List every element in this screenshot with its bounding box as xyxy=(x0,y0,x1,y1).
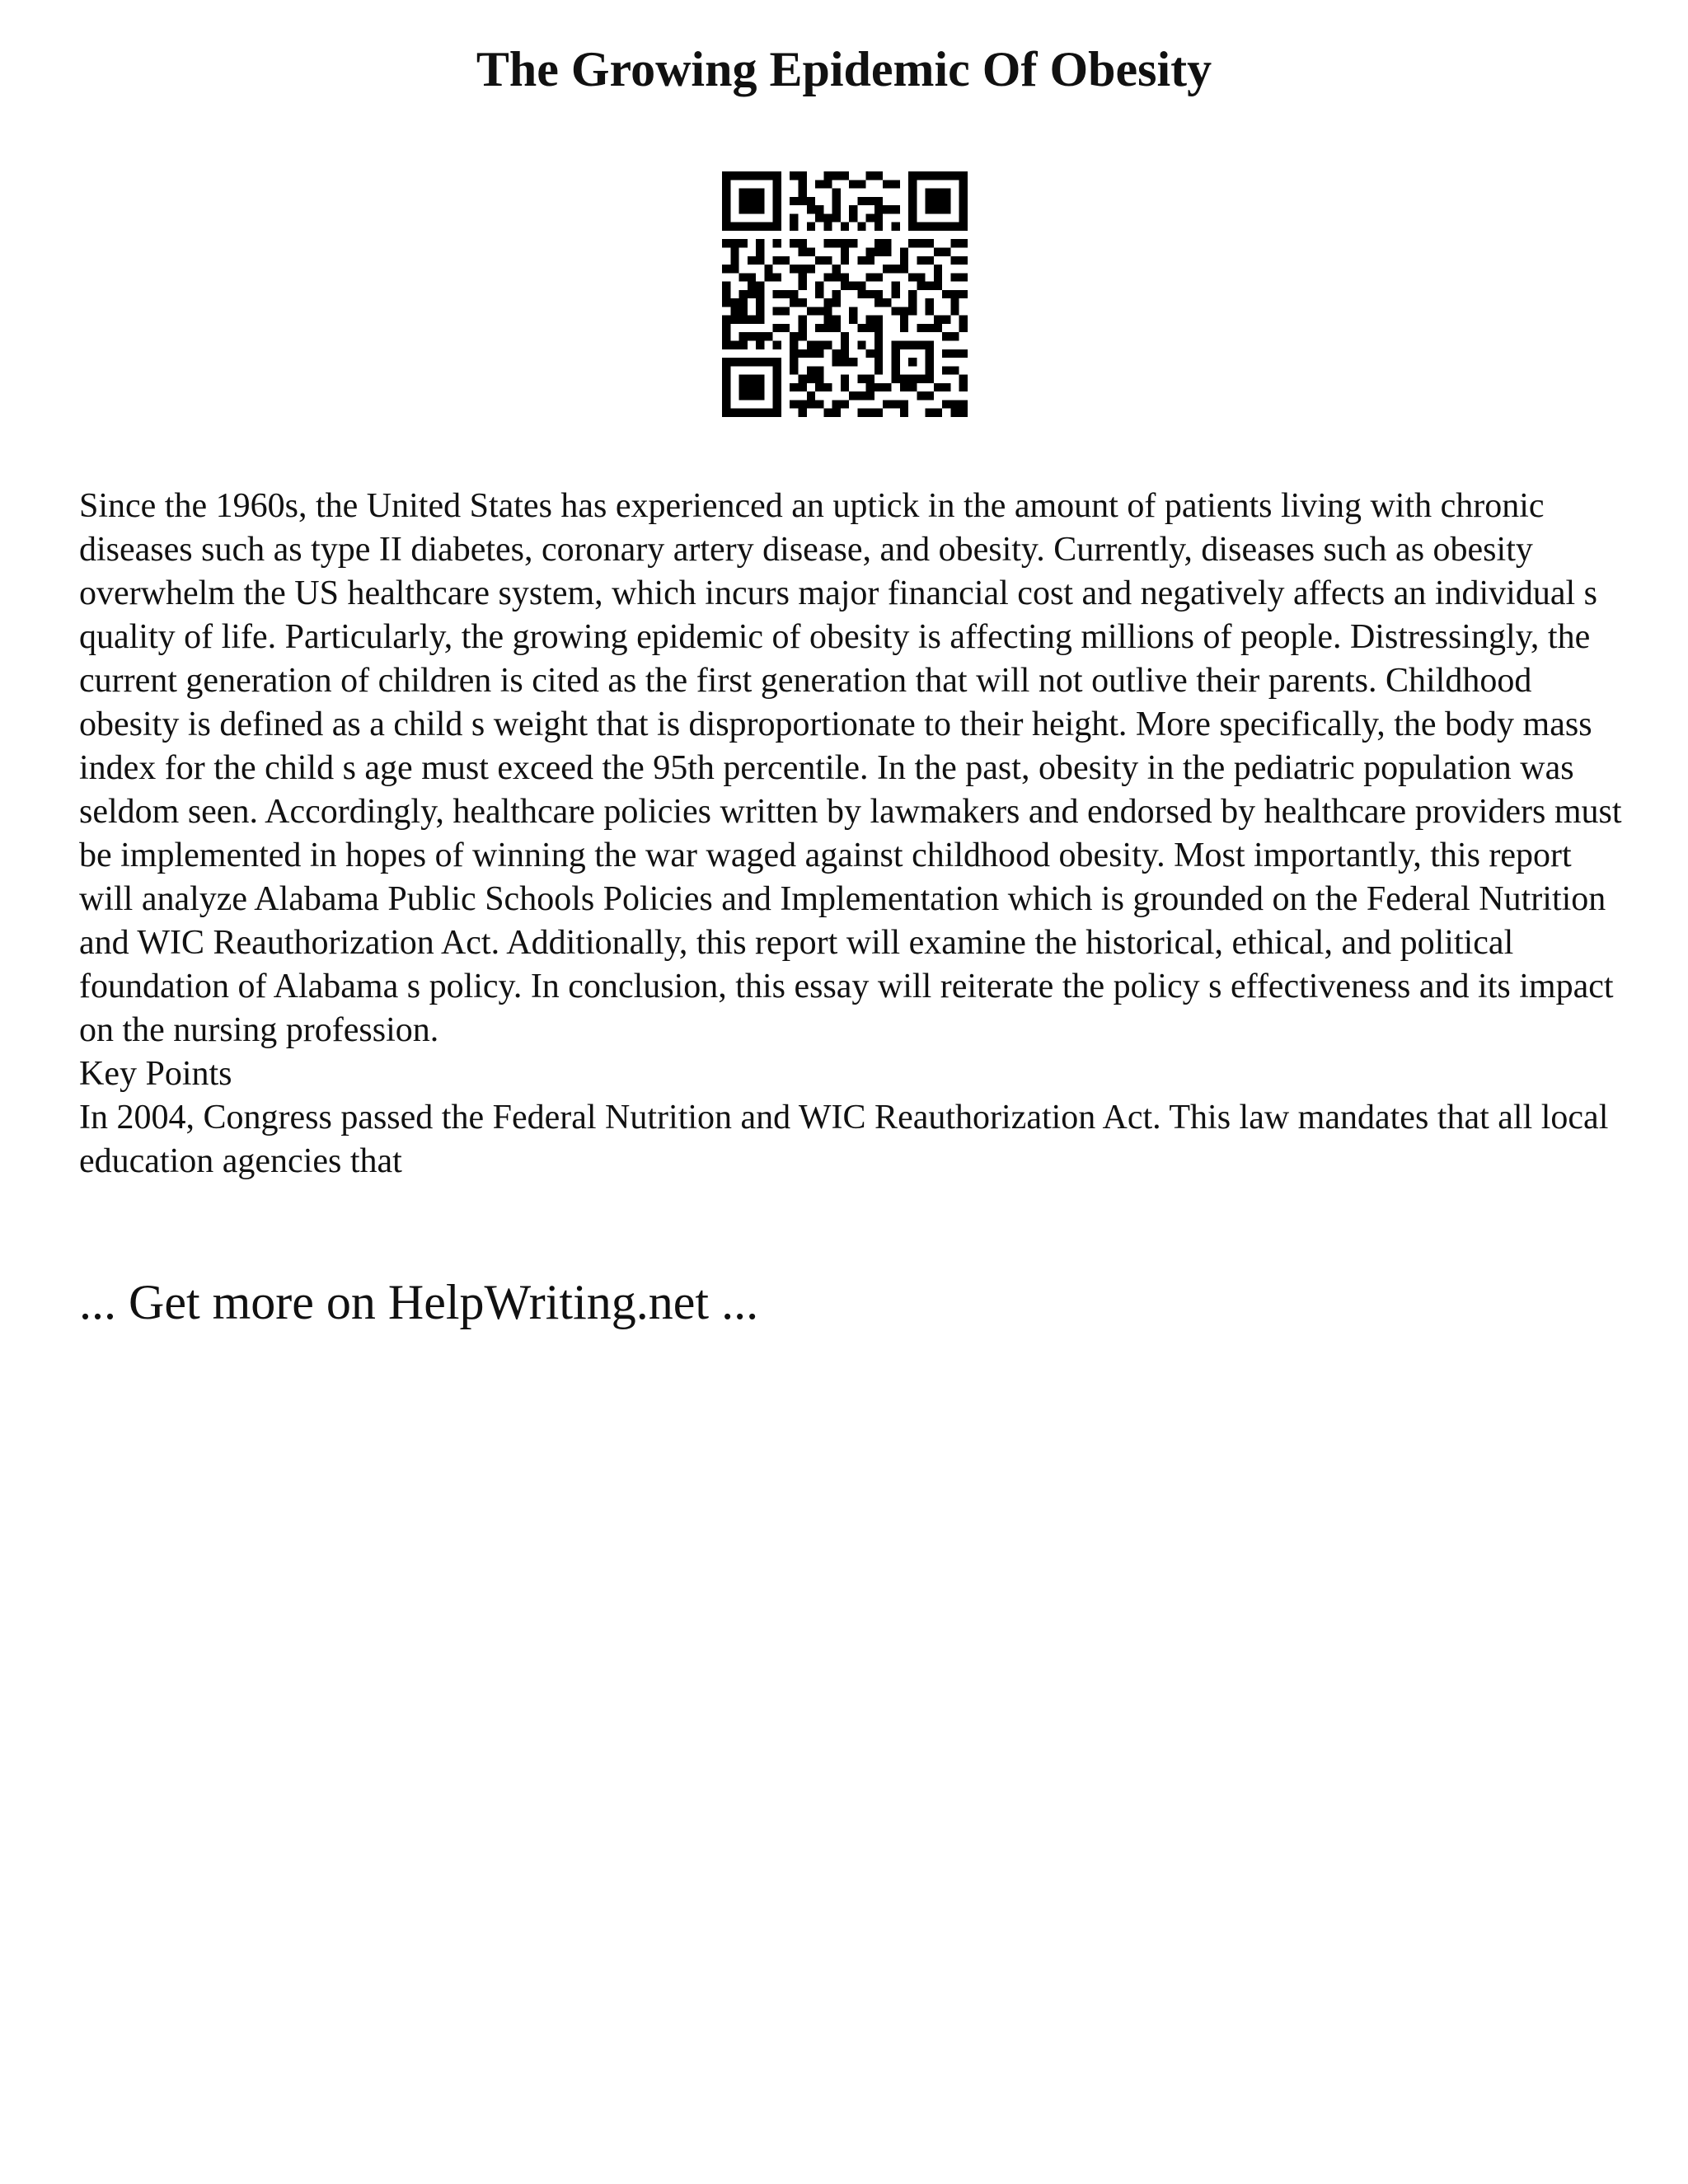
qr-code-icon xyxy=(722,171,968,417)
document-title: The Growing Epidemic Of Obesity xyxy=(476,42,1212,96)
intro-paragraph: Since the 1960s, the United States has experienced an uptick in the amount of patients living with chronic diseases such as type II diabetes, coronary artery disease, and obesity. Currently, diseases such as obesity overwhelm the US healthcare system, which incurs major financial cost and negatively affects an individual s quality of life. Particularly, the growing epidemic of obesity is affecting millions of people. Distressingly, the current generation of children is cited as the first generation that will not outlive their parents. Childhood obesity is defined as a child s weight that is disproportionate to their height. More specifically, the body mass index for the child s age must exceed the 95th percentile. In the past, obesity in the pediatric population was seldom seen. Accordingly, healthcare policies written by lawmakers and endorsed by healthcare providers must be implemented in hopes of winning the war waged against childhood obesity. Most importantly, this report will analyze Alabama Public Schools Policies and Implementation which is grounded on the Federal Nutrition and WIC Reauthorization Act. Additionally, this report will examine the historical, ethical, and political foundation of Alabama s policy. In conclusion, this essay will reiterate the policy s effectiveness and its impact on the nursing profession. xyxy=(79,487,1622,1049)
section-heading-key-points: Key Points xyxy=(79,1055,232,1093)
document-body xyxy=(79,485,1629,1183)
key-points-paragraph: In 2004, Congress passed the Federal Nutrition and WIC Reauthorization Act. This law mandates that all local education agencies that xyxy=(79,1099,1609,1180)
get-more-link[interactable]: ... Get more on HelpWriting.net ... xyxy=(79,1275,759,1329)
